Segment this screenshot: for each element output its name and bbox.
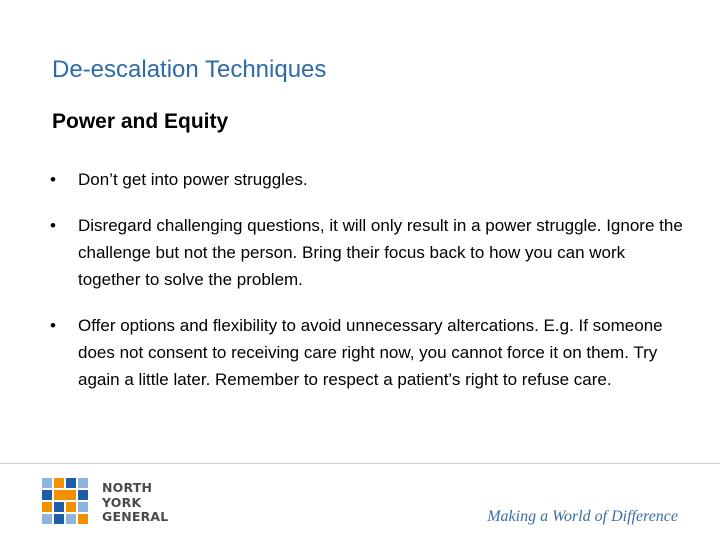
grid-cross-logo-icon	[42, 478, 90, 526]
footer-tagline: Making a World of Difference	[487, 508, 678, 525]
slide-subtitle: Power and Equity	[52, 110, 229, 133]
logo-line: GENERAL	[102, 509, 169, 524]
bullet-text: Offer options and flexibility to avoid unnecessary altercations. E.g. If someone does not consent to receiving care right now, you cannot force it on them. Try again a little later. Remember to respect a patient’s right to refuse care.	[78, 316, 663, 389]
bullet-item	[50, 312, 690, 393]
bullet-dot: •	[50, 170, 56, 189]
bullet-item	[50, 212, 690, 293]
bullet-list	[50, 166, 690, 412]
logo-line: NORTH	[102, 480, 153, 495]
bullet-text: Don’t get into power struggles.	[78, 170, 308, 189]
slide-title: De-escalation Techniques	[52, 56, 327, 83]
footer-divider	[0, 463, 720, 464]
logo-wordmark	[102, 481, 168, 525]
logo-line: YORK	[102, 494, 142, 510]
bullet-dot: •	[50, 216, 56, 235]
north-york-general-logo	[42, 478, 182, 528]
bullet-dot: •	[50, 316, 56, 335]
bullet-text: Disregard challenging questions, it will only result in a power struggle. Ignore the challenge but not the person. Bring their focus back to how you can work together to solve the problem.	[78, 216, 683, 289]
bullet-item	[50, 166, 690, 193]
